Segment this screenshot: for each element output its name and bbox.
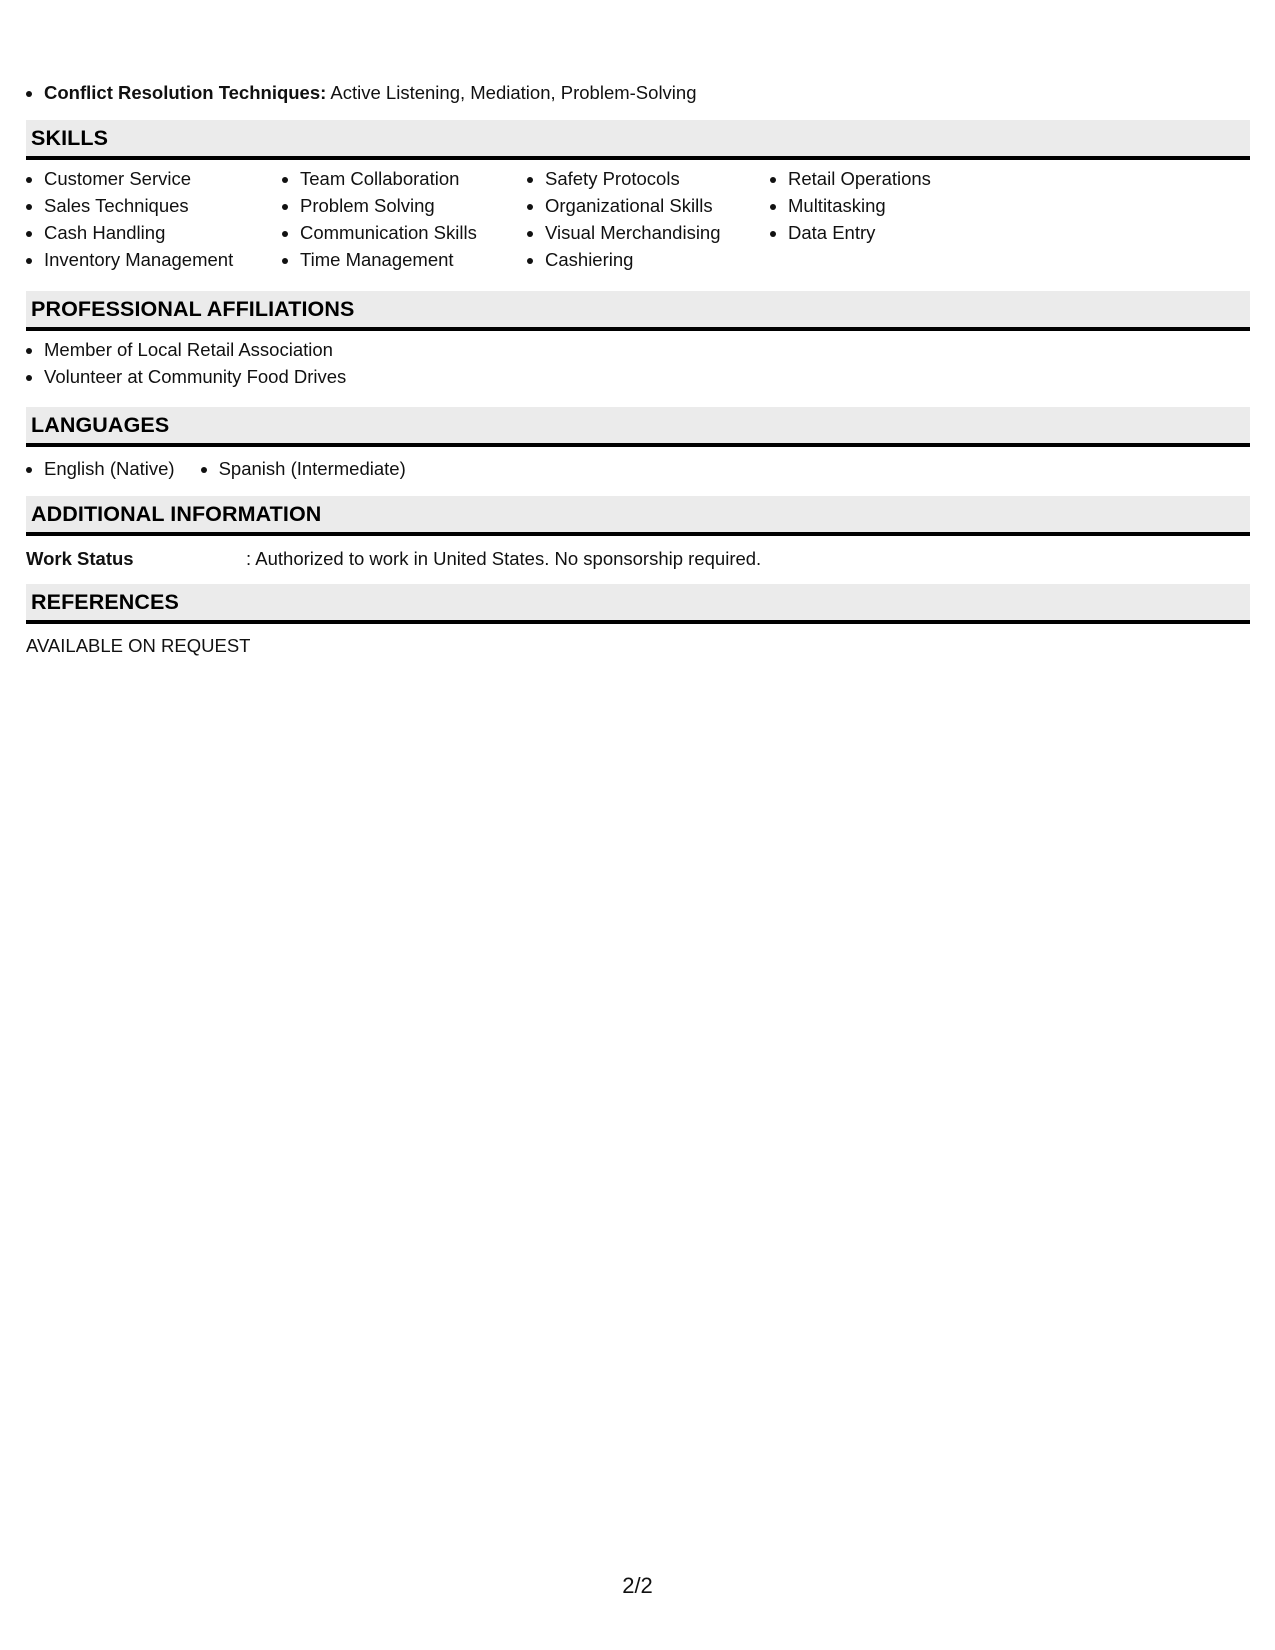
item-label: Conflict Resolution Techniques: [44,82,327,103]
skill-item: • Team Collaboration [300,165,527,192]
section-header-affiliations [26,291,1250,331]
skill-item: • Problem Solving [300,192,527,219]
conflict-resolution-list [26,79,697,106]
list-item [44,79,697,106]
skill-item: • Organizational Skills [545,192,770,219]
section-header-skills [26,120,1250,160]
section-header-additional-information [26,496,1250,536]
section-title: PROFESSIONAL AFFILIATIONS [31,297,355,321]
skill-item: • Time Management [300,246,527,273]
affiliation-item: • Volunteer at Community Food Drives [44,363,346,390]
section-header-languages [26,407,1250,447]
skill-item: • Cash Handling [44,219,282,246]
affiliations-list [26,336,346,390]
skill-item: • Communication Skills [300,219,527,246]
skill-item: • Sales Techniques [44,192,282,219]
skills-column [282,165,527,273]
skill-item: • Data Entry [788,219,1028,246]
references-text: AVAILABLE ON REQUEST [26,635,251,656]
item-value: Active Listening, Mediation, Problem-Solving [326,82,697,103]
language-item: • English (Native) [44,455,175,482]
section-title: ADDITIONAL INFORMATION [31,502,322,526]
skill-item: • Inventory Management [44,246,282,273]
skill-item: • Visual Merchandising [545,219,770,246]
skill-item: • Safety Protocols [545,165,770,192]
skills-column [26,165,282,273]
language-item: • Spanish (Intermediate) [219,455,406,482]
page-number: 2/2 [622,1573,653,1598]
skills-grid [26,165,1028,273]
skill-item: • Multitasking [788,192,1028,219]
skill-item: • Customer Service [44,165,282,192]
skills-column [770,165,1028,273]
work-status-label: Work Status [26,548,134,569]
work-status-value: : Authorized to work in United States. No sponsorship required. [246,548,762,569]
section-header-references [26,584,1250,624]
languages-list [26,455,450,482]
section-title: LANGUAGES [31,413,170,437]
section-title: REFERENCES [31,590,179,614]
skill-item: • Cashiering [545,246,770,273]
affiliation-item: • Member of Local Retail Association [44,336,346,363]
skill-item: • Retail Operations [788,165,1028,192]
section-title: SKILLS [31,126,109,150]
work-status-row [26,545,761,572]
skills-column [527,165,770,273]
